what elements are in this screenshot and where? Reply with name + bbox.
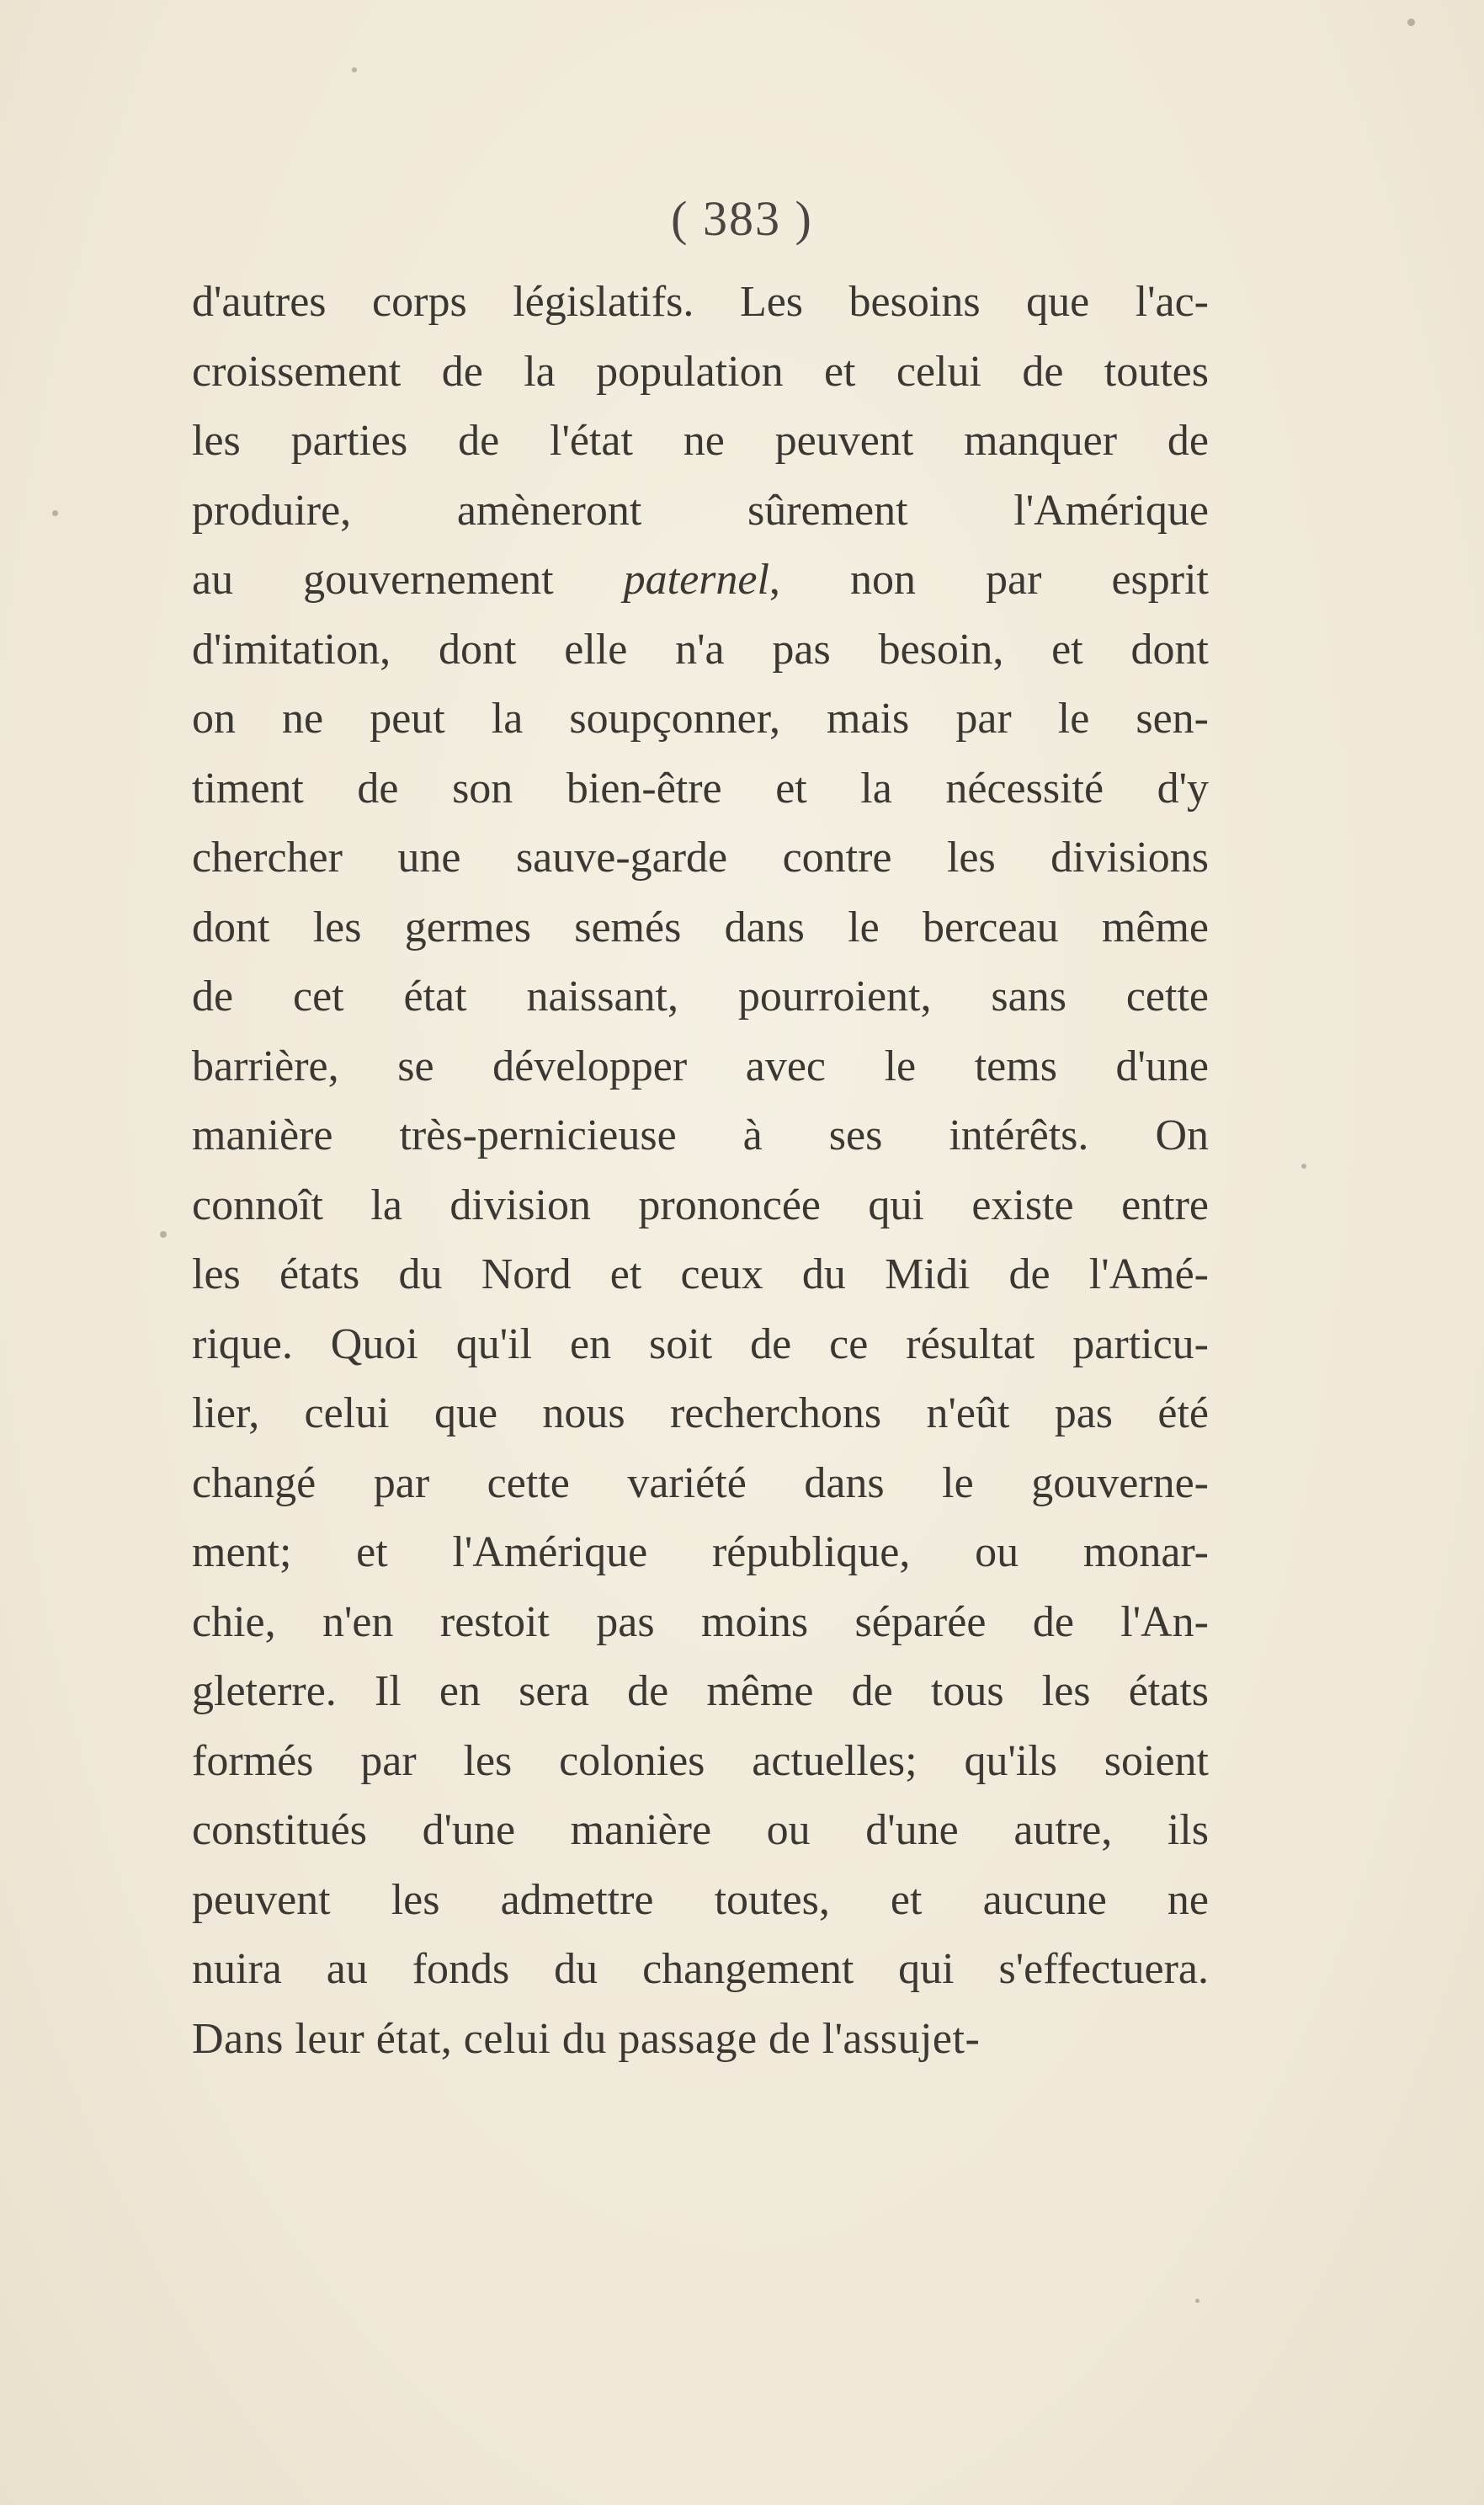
- text-line-2: croissement de la population et celui de toutes: [192, 347, 1209, 396]
- text-line-14: connoît la division prononcée qui existe entre: [192, 1181, 1209, 1229]
- text-line-16: rique. Quoi qu'il en soit de ce résultat particu-: [192, 1319, 1209, 1368]
- text-line-23: constitués d'une manière ou d'une autre, ils: [192, 1806, 1209, 1854]
- paper-speck: [1301, 1164, 1306, 1169]
- text-line-19: ment; et l'Amérique république, ou monar-: [192, 1528, 1209, 1576]
- text-line-15: les états du Nord et ceux du Midi de l'Amé-: [192, 1250, 1209, 1298]
- text-line-12: barrière, se développer avec le tems d'une: [192, 1042, 1209, 1090]
- italic-term: paternel: [623, 556, 769, 604]
- text-line-22: formés par les colonies actuelles; qu'ils soient: [192, 1736, 1209, 1785]
- text-line-24: peuvent les admettre toutes, et aucune ne: [192, 1875, 1209, 1924]
- text-line-5: [192, 546, 1209, 616]
- paper-speck: [1195, 2299, 1199, 2303]
- paper-speck: [52, 510, 58, 516]
- text-line-8: timent de son bien-être et la nécessité d'y: [192, 764, 1209, 813]
- text-line-11: de cet état naissant, pourroient, sans cette: [192, 973, 1209, 1021]
- text-line-5-before: au gouvernement: [192, 556, 624, 604]
- paper-speck: [352, 67, 357, 72]
- text-line-10: dont les germes semés dans le berceau même: [192, 903, 1209, 951]
- text-line-6: d'imitation, dont elle n'a pas besoin, et dont: [192, 625, 1209, 674]
- text-line-7: on ne peut la soupçonner, mais par le sen-: [192, 695, 1209, 743]
- text-line-13: manière très-pernicieuse à ses intérêts. On: [192, 1111, 1209, 1159]
- text-line-25: nuira au fonds du changement qui s'effectuera.: [192, 1945, 1209, 1993]
- paper-speck: [160, 1231, 167, 1238]
- paper-speck: [1407, 19, 1415, 26]
- page-number: ( 383 ): [671, 191, 813, 246]
- text-line-18: changé par cette variété dans le gouverne-: [192, 1458, 1209, 1507]
- text-line-20: chie, n'en restoit pas moins séparée de l'An-: [192, 1597, 1209, 1646]
- text-line-4: produire, amèneront sûrement l'Amérique: [192, 486, 1209, 535]
- text-line-1: d'autres corps législatifs. Les besoins que l'ac-: [192, 278, 1209, 326]
- body-text: [192, 268, 1209, 2074]
- text-line-21: gleterre. Il en sera de même de tous les états: [192, 1667, 1209, 1715]
- text-line-17: lier, celui que nous recherchons n'eût pas été: [192, 1389, 1209, 1437]
- text-line-5-after: , non par esprit: [769, 556, 1209, 604]
- text-line-9: chercher une sauve-garde contre les divisions: [192, 834, 1209, 882]
- text-line-3: les parties de l'état ne peuvent manquer de: [192, 417, 1209, 465]
- text-line-26: Dans leur état, celui du passage de l'assujet-: [192, 2014, 981, 2063]
